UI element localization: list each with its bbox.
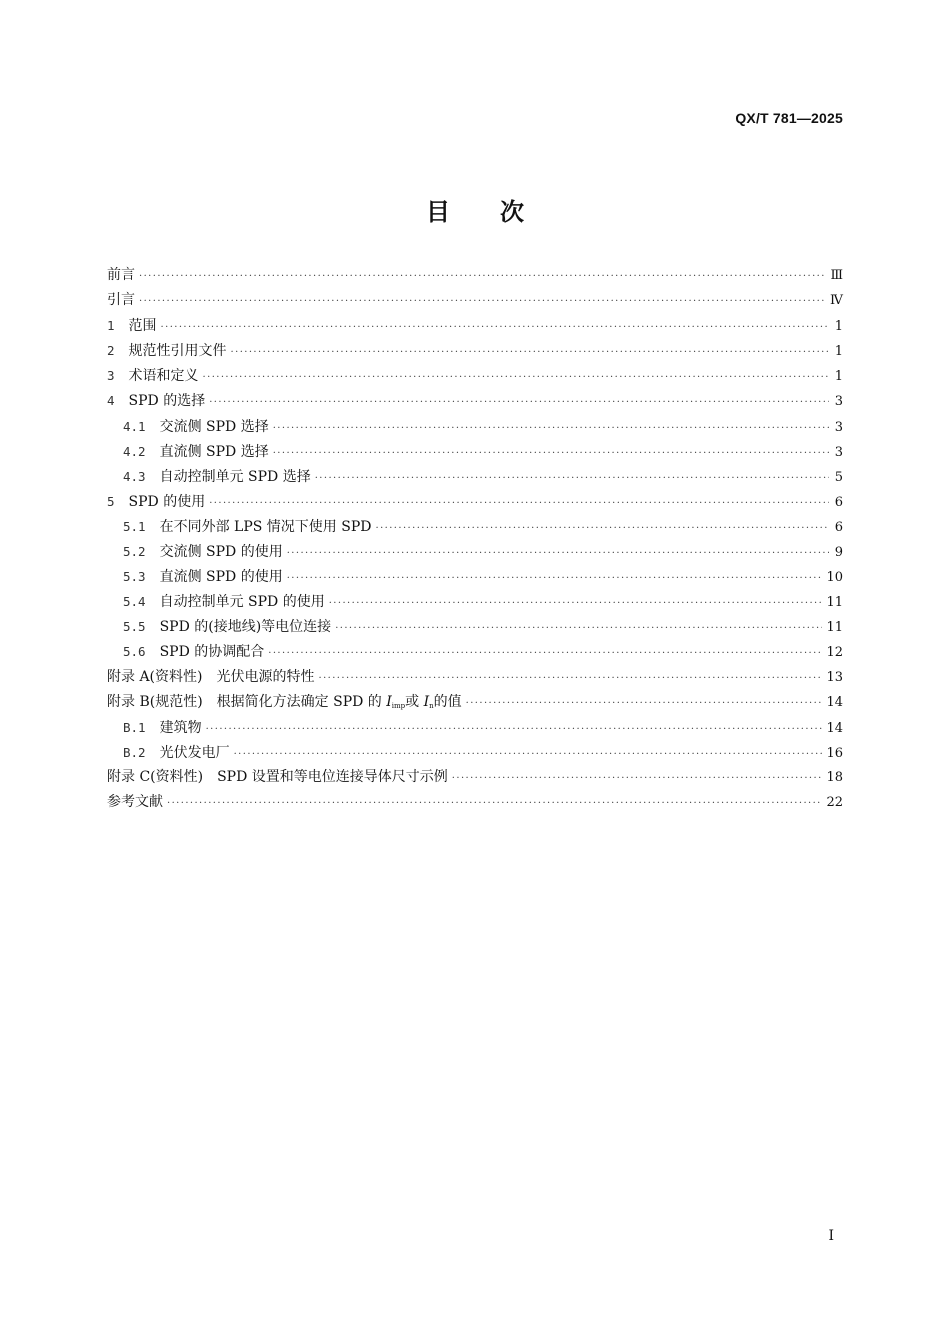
toc-label: 自动控制单元 SPD 选择: [159, 468, 311, 485]
toc-leader: [234, 742, 823, 767]
toc-label: 直流侧 SPD 选择: [159, 443, 269, 460]
subscript-n: n: [429, 701, 434, 710]
toc-leader: [206, 717, 823, 742]
toc-entry-5-5[interactable]: [107, 614, 843, 639]
toc-page: 9: [834, 545, 843, 561]
toc-label: 附录 A(资料性) 光伏电源的特性: [107, 668, 315, 685]
toc-page: 18: [826, 769, 843, 785]
toc-label: 光伏发电厂: [159, 744, 230, 761]
toc-entry-foreword[interactable]: [107, 263, 843, 288]
toc-leader: [268, 641, 822, 666]
toc-page: 12: [826, 645, 843, 661]
toc-entry-5-3[interactable]: [107, 564, 843, 589]
toc-number: B.2: [123, 744, 146, 760]
toc-leader: [375, 516, 829, 541]
toc-entry-introduction[interactable]: [107, 288, 843, 313]
toc-entry-1[interactable]: [107, 313, 843, 338]
toc-number: 5.2: [123, 544, 146, 560]
toc-page: 14: [826, 694, 843, 710]
toc-number: 4: [107, 393, 115, 409]
toc-leader: [161, 315, 829, 340]
toc-entry-bibliography[interactable]: [107, 790, 843, 815]
toc-entry-4-1[interactable]: [107, 414, 843, 439]
toc-page: 5: [834, 469, 843, 485]
toc-page: 14: [826, 720, 843, 736]
page-title: 目次: [426, 198, 574, 226]
toc-label: 直流侧 SPD 的使用: [159, 569, 283, 586]
toc-page: 22: [826, 794, 843, 810]
toc-label: 附录 C(资料性) SPD 设置和等电位连接导体尺寸示例: [107, 768, 448, 785]
toc-label: [107, 690, 462, 719]
toc-leader: [231, 340, 829, 365]
toc-page: Ⅳ: [830, 293, 843, 309]
toc-label: SPD 的协调配合: [159, 644, 265, 661]
toc-label: 自动控制单元 SPD 的使用: [159, 594, 325, 611]
toc-entry-5-2[interactable]: [107, 539, 843, 564]
toc-page: 11: [826, 620, 843, 636]
toc-leader: [167, 791, 822, 816]
page-folio: Ⅰ: [828, 1228, 834, 1244]
toc-page: 1: [834, 319, 843, 335]
toc-leader: [466, 691, 823, 716]
toc-page: 1: [834, 369, 843, 385]
toc-leader: [139, 264, 826, 289]
toc-label: 引言: [107, 292, 135, 309]
toc-entry-4[interactable]: [107, 388, 843, 413]
toc-label: 在不同外部 LPS 情况下使用 SPD: [159, 518, 372, 535]
toc-label: SPD 的使用: [128, 493, 206, 510]
symbol-i: I: [423, 693, 430, 710]
toc-leader: [139, 289, 826, 314]
toc-page: 6: [834, 519, 843, 535]
toc-leader: [209, 491, 829, 516]
toc-leader: [273, 416, 829, 441]
toc-leader: [273, 441, 829, 466]
toc-leader: [315, 466, 829, 491]
toc-number: 5.3: [123, 569, 146, 585]
toc-label: 建筑物: [159, 719, 202, 736]
standard-number: QX/T 781—2025: [735, 110, 843, 126]
toc-entry-4-3[interactable]: [107, 464, 843, 489]
symbol-i: I: [386, 693, 392, 710]
toc-entry-b-2[interactable]: [107, 740, 843, 765]
toc-number: 5: [107, 493, 115, 509]
toc-leader: [452, 766, 823, 791]
toc-number: 2: [107, 343, 115, 359]
toc-page: 10: [826, 570, 843, 586]
toc-entry-2[interactable]: [107, 338, 843, 363]
toc-leader: [287, 566, 823, 591]
toc-entry-5-1[interactable]: [107, 514, 843, 539]
toc-number: B.1: [123, 719, 146, 735]
toc-number: 1: [107, 318, 115, 334]
toc-entry-5-4[interactable]: [107, 589, 843, 614]
toc-page: 1: [834, 344, 843, 360]
toc-entry-4-2[interactable]: [107, 439, 843, 464]
toc-page: 6: [834, 494, 843, 510]
toc-leader: [203, 365, 829, 390]
toc-page: 11: [826, 595, 843, 611]
toc-entry-annex-a[interactable]: [107, 665, 843, 690]
toc-label: 术语和定义: [128, 368, 199, 385]
toc-label: 参考文献: [107, 793, 163, 810]
toc-number: 3: [107, 368, 115, 384]
toc-entry-b-1[interactable]: [107, 715, 843, 740]
toc-entry-5-6[interactable]: [107, 639, 843, 664]
toc-label: 交流侧 SPD 选择: [159, 418, 269, 435]
toc-page: 3: [834, 419, 843, 435]
toc-number: 5.1: [123, 518, 146, 534]
toc-label: 前言: [107, 267, 135, 283]
toc-page: Ⅲ: [830, 268, 843, 283]
toc-page: 16: [826, 745, 843, 761]
toc-page: 3: [834, 444, 843, 460]
toc-leader: [318, 666, 822, 691]
toc-label: 范围: [128, 318, 157, 335]
toc-number: 4.3: [123, 468, 146, 484]
toc-number: 4.1: [123, 418, 146, 434]
toc-entry-3[interactable]: [107, 363, 843, 388]
toc-label: 规范性引用文件: [128, 343, 227, 360]
toc-leader: [287, 541, 829, 566]
toc-number: 5.4: [123, 594, 146, 610]
toc-entry-5[interactable]: [107, 489, 843, 514]
toc-leader: [329, 591, 823, 616]
toc-entry-annex-c[interactable]: [107, 765, 843, 790]
toc-entry-annex-b[interactable]: [107, 690, 843, 715]
toc-page: 13: [826, 669, 843, 685]
toc-label-text: 的值: [433, 693, 462, 710]
toc-number: 5.6: [123, 644, 146, 660]
toc-label-text: 或: [405, 693, 424, 710]
toc-label: SPD 的选择: [128, 393, 206, 410]
toc-number: 4.2: [123, 443, 146, 459]
toc-number: 5.5: [123, 619, 146, 635]
toc-label-text: 附录 B(规范性) 根据简化方法确定 SPD 的: [107, 693, 387, 710]
subscript-imp: imp: [391, 701, 406, 710]
toc-page: 3: [834, 394, 843, 410]
toc-label: SPD 的(接地线)等电位连接: [159, 619, 332, 636]
toc-leader: [209, 390, 829, 415]
toc-leader: [335, 616, 822, 641]
table-of-contents: [107, 263, 843, 815]
toc-label: 交流侧 SPD 的使用: [159, 544, 283, 561]
